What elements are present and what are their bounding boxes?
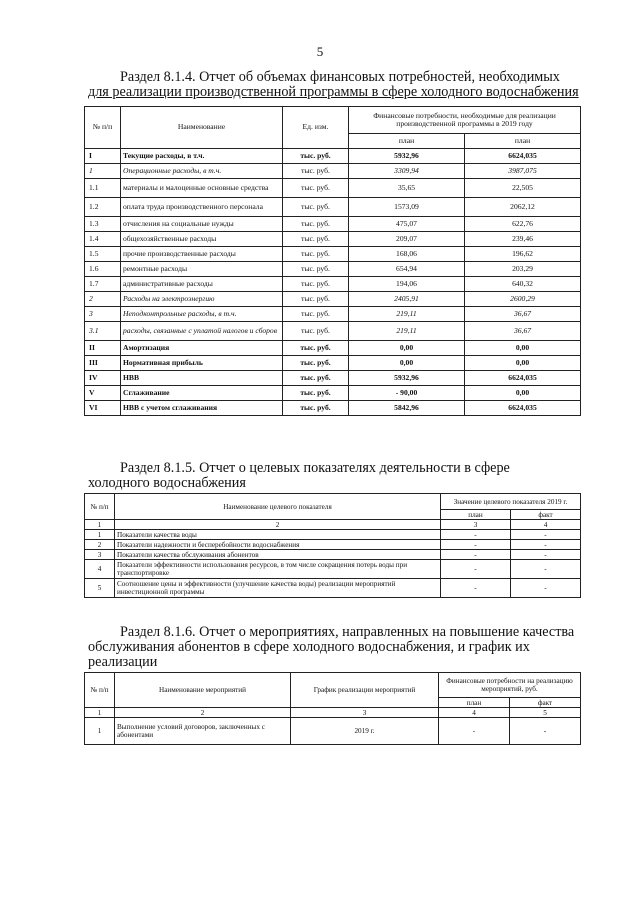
- row-plan: -: [441, 579, 511, 598]
- row-number: 1.1: [85, 179, 121, 198]
- title-line-1: Раздел 8.1.6. Отчет о мероприятиях, направленных на повышение качества: [120, 624, 575, 640]
- row-plan-value-2: 6624,035: [465, 401, 581, 416]
- table-row: [85, 232, 581, 247]
- row-unit: тыс. руб.: [283, 198, 349, 217]
- header-group: Финансовые потребности на реализацию мероприятий, руб.: [439, 673, 581, 698]
- header-name: Наименование мероприятий: [115, 673, 291, 708]
- row-number: 1.7: [85, 277, 121, 292]
- row-name: Неподконтрольные расходы, в т.ч.: [121, 307, 283, 322]
- service-measures-table: [84, 672, 581, 745]
- row-name: оплата труда производственного персонала: [121, 198, 283, 217]
- row-unit: тыс. руб.: [283, 341, 349, 356]
- row-plan-value-2: 2600,29: [465, 292, 581, 307]
- header-group: Значение целевого показателя 2019 г.: [441, 494, 581, 510]
- table-row: [85, 540, 581, 550]
- table-row: [85, 341, 581, 356]
- table-row: [85, 262, 581, 277]
- index-cell: 2: [115, 520, 441, 530]
- row-name: Сглаживание: [121, 386, 283, 401]
- row-fact: -: [511, 550, 581, 560]
- row-plan-value: 5932,96: [349, 149, 465, 164]
- row-plan-value-2: 0,00: [465, 341, 581, 356]
- index-cell: 2: [115, 708, 291, 718]
- table-header-row: [85, 494, 581, 510]
- row-fact: -: [511, 540, 581, 550]
- row-unit: тыс. руб.: [283, 371, 349, 386]
- row-plan-value-2: 203,29: [465, 262, 581, 277]
- row-name: материалы и малоценные основные средства: [121, 179, 283, 198]
- row-number: 3.1: [85, 322, 121, 341]
- row-unit: тыс. руб.: [283, 149, 349, 164]
- row-number: 1: [85, 718, 115, 745]
- index-cell: 3: [441, 520, 511, 530]
- row-name: Показатели качества обслуживания абонентов: [115, 550, 441, 560]
- row-plan-value: 5842,96: [349, 401, 465, 416]
- table-row: [85, 149, 581, 164]
- row-name: НВВ: [121, 371, 283, 386]
- row-plan-value-2: 239,46: [465, 232, 581, 247]
- row-plan-value: 168,06: [349, 247, 465, 262]
- row-name: административные расходы: [121, 277, 283, 292]
- row-unit: тыс. руб.: [283, 386, 349, 401]
- row-plan-value-2: 2062,12: [465, 198, 581, 217]
- row-plan: -: [441, 560, 511, 579]
- header-num: № п/п: [85, 494, 115, 520]
- row-name: общехозяйственные расходы: [121, 232, 283, 247]
- row-plan-value: - 90,00: [349, 386, 465, 401]
- row-number: VI: [85, 401, 121, 416]
- header-name: Наименование: [121, 107, 283, 149]
- header-num: № п/п: [85, 673, 115, 708]
- header-fact: факт: [510, 698, 581, 708]
- row-unit: тыс. руб.: [283, 356, 349, 371]
- table-row: [85, 386, 581, 401]
- table-row: [85, 401, 581, 416]
- row-name: расходы, связанные с уплатой налогов и сборов: [121, 322, 283, 341]
- row-plan-value-2: 0,00: [465, 356, 581, 371]
- row-name: Операционные расходы, в т.ч.: [121, 164, 283, 179]
- row-name: Нормативная прибыль: [121, 356, 283, 371]
- table-row: [85, 164, 581, 179]
- section-8-1-5-title: [88, 461, 580, 491]
- table-row: [85, 560, 581, 579]
- row-name: прочие производственные расходы: [121, 247, 283, 262]
- section-8-1-4-title: [88, 70, 580, 100]
- financial-needs-table: [84, 106, 581, 416]
- row-plan-value: 219,11: [349, 307, 465, 322]
- row-number: IV: [85, 371, 121, 386]
- header-num: № п/п: [85, 107, 121, 149]
- title-line-1: Раздел 8.1.4. Отчет об объемах финансовых потребностей, необходимых: [120, 69, 560, 85]
- header-plan: план: [439, 698, 510, 708]
- table-row: [85, 356, 581, 371]
- table-row: [85, 198, 581, 217]
- row-plan-value-2: 6624,035: [465, 149, 581, 164]
- index-row: [85, 520, 581, 530]
- row-unit: тыс. руб.: [283, 307, 349, 322]
- row-plan-value-2: 3987,075: [465, 164, 581, 179]
- table-row: [85, 292, 581, 307]
- title-line-2: обслуживания абонентов в сфере холодного водоснабжения, и график их: [88, 639, 530, 655]
- table-row: [85, 550, 581, 560]
- target-indicators-table: [84, 493, 581, 598]
- table-header-row: [85, 107, 581, 134]
- row-plan-value: 5932,96: [349, 371, 465, 386]
- section-8-1-6-title: [88, 625, 580, 670]
- row-number: 5: [85, 579, 115, 598]
- row-unit: тыс. руб.: [283, 292, 349, 307]
- row-plan-value-2: 196,62: [465, 247, 581, 262]
- row-number: 1.2: [85, 198, 121, 217]
- index-cell: 3: [291, 708, 439, 718]
- header-schedule: График реализации мероприятий: [291, 673, 439, 708]
- row-number: 1: [85, 164, 121, 179]
- row-unit: тыс. руб.: [283, 164, 349, 179]
- header-plan: план: [441, 510, 511, 520]
- row-plan-value-2: 622,76: [465, 217, 581, 232]
- header-plan-2: план: [465, 134, 581, 149]
- row-number: 1.4: [85, 232, 121, 247]
- row-name: отчисления на социальные нужды: [121, 217, 283, 232]
- row-number: 3: [85, 307, 121, 322]
- row-number: 4: [85, 560, 115, 579]
- row-number: V: [85, 386, 121, 401]
- row-plan: -: [439, 718, 510, 745]
- title-line-2: холодного водоснабжения: [88, 475, 246, 491]
- row-number: III: [85, 356, 121, 371]
- row-name: Показатели эффективности использования ресурсов, в том числе сокращения потерь воды при транспортировке: [115, 560, 441, 579]
- row-plan-value: 475,07: [349, 217, 465, 232]
- row-plan: -: [441, 530, 511, 540]
- row-plan-value: 654,94: [349, 262, 465, 277]
- row-number: 1.3: [85, 217, 121, 232]
- row-plan-value-2: 36,67: [465, 307, 581, 322]
- row-unit: тыс. руб.: [283, 277, 349, 292]
- row-plan-value-2: 0,00: [465, 386, 581, 401]
- row-plan-value-2: 22,505: [465, 179, 581, 198]
- row-unit: тыс. руб.: [283, 401, 349, 416]
- header-fact: факт: [511, 510, 581, 520]
- index-cell: 1: [85, 520, 115, 530]
- row-name: НВВ с учетом сглаживания: [121, 401, 283, 416]
- row-unit: тыс. руб.: [283, 179, 349, 198]
- row-name: Текущие расходы, в т.ч.: [121, 149, 283, 164]
- page-number: 5: [316, 44, 324, 59]
- row-number: 3: [85, 550, 115, 560]
- row-unit: тыс. руб.: [283, 247, 349, 262]
- header-plan-1: план: [349, 134, 465, 149]
- row-name: Амортизация: [121, 341, 283, 356]
- header-unit: Ед. изм.: [283, 107, 349, 149]
- title-line-1: Раздел 8.1.5. Отчет о целевых показателях деятельности в сфере: [120, 460, 510, 476]
- row-fact: -: [510, 718, 581, 745]
- row-number: 2: [85, 292, 121, 307]
- row-unit: тыс. руб.: [283, 322, 349, 341]
- row-number: II: [85, 341, 121, 356]
- row-plan-value: 194,06: [349, 277, 465, 292]
- row-number: I: [85, 149, 121, 164]
- row-fact: -: [511, 560, 581, 579]
- table-row: [85, 277, 581, 292]
- row-number: 2: [85, 540, 115, 550]
- row-name: Соотношение цены и эффективности (улучшение качества воды) реализации мероприятий инвестиционной программы: [115, 579, 441, 598]
- table-row: [85, 530, 581, 540]
- row-plan-value: 209,07: [349, 232, 465, 247]
- title-line-2: для реализации производственной программы в сфере холодного водоснабжения: [88, 84, 579, 100]
- row-plan-value: 1573,09: [349, 198, 465, 217]
- index-cell: 1: [85, 708, 115, 718]
- row-plan-value-2: 6624,035: [465, 371, 581, 386]
- row-plan-value: 3309,94: [349, 164, 465, 179]
- table-row: [85, 217, 581, 232]
- row-plan-value: 0,00: [349, 356, 465, 371]
- row-plan-value: 2405,91: [349, 292, 465, 307]
- row-number: 1: [85, 530, 115, 540]
- index-cell: 5: [510, 708, 581, 718]
- row-plan-value: 0,00: [349, 341, 465, 356]
- row-unit: тыс. руб.: [283, 232, 349, 247]
- table-row: [85, 718, 581, 745]
- row-unit: тыс. руб.: [283, 217, 349, 232]
- row-plan-value-2: 36,67: [465, 322, 581, 341]
- row-number: 1.6: [85, 262, 121, 277]
- table-row: [85, 307, 581, 322]
- row-plan-value: 219,11: [349, 322, 465, 341]
- table-row: [85, 371, 581, 386]
- table-row: [85, 179, 581, 198]
- row-schedule: 2019 г.: [291, 718, 439, 745]
- header-group: Финансовые потребности, необходимые для реализации производственной программы в 2019 году: [349, 107, 581, 134]
- table-row: [85, 322, 581, 341]
- row-name: Показатели надежности и бесперебойности водоснабжения: [115, 540, 441, 550]
- row-number: 1.5: [85, 247, 121, 262]
- row-plan-value: 35,65: [349, 179, 465, 198]
- table-row: [85, 247, 581, 262]
- row-name: Выполнение условий договоров, заключенных с абонентами: [115, 718, 291, 745]
- row-fact: -: [511, 579, 581, 598]
- row-plan: -: [441, 550, 511, 560]
- table-row: [85, 579, 581, 598]
- header-name: Наименование целевого показателя: [115, 494, 441, 520]
- index-cell: 4: [511, 520, 581, 530]
- index-row: [85, 708, 581, 718]
- row-plan: -: [441, 540, 511, 550]
- row-name: Расходы на электроэнергию: [121, 292, 283, 307]
- title-line-3: реализации: [88, 654, 158, 670]
- row-plan-value-2: 640,32: [465, 277, 581, 292]
- row-fact: -: [511, 530, 581, 540]
- row-name: Показатели качества воды: [115, 530, 441, 540]
- index-cell: 4: [439, 708, 510, 718]
- row-unit: тыс. руб.: [283, 262, 349, 277]
- table-header-row: [85, 673, 581, 698]
- row-name: ремонтные расходы: [121, 262, 283, 277]
